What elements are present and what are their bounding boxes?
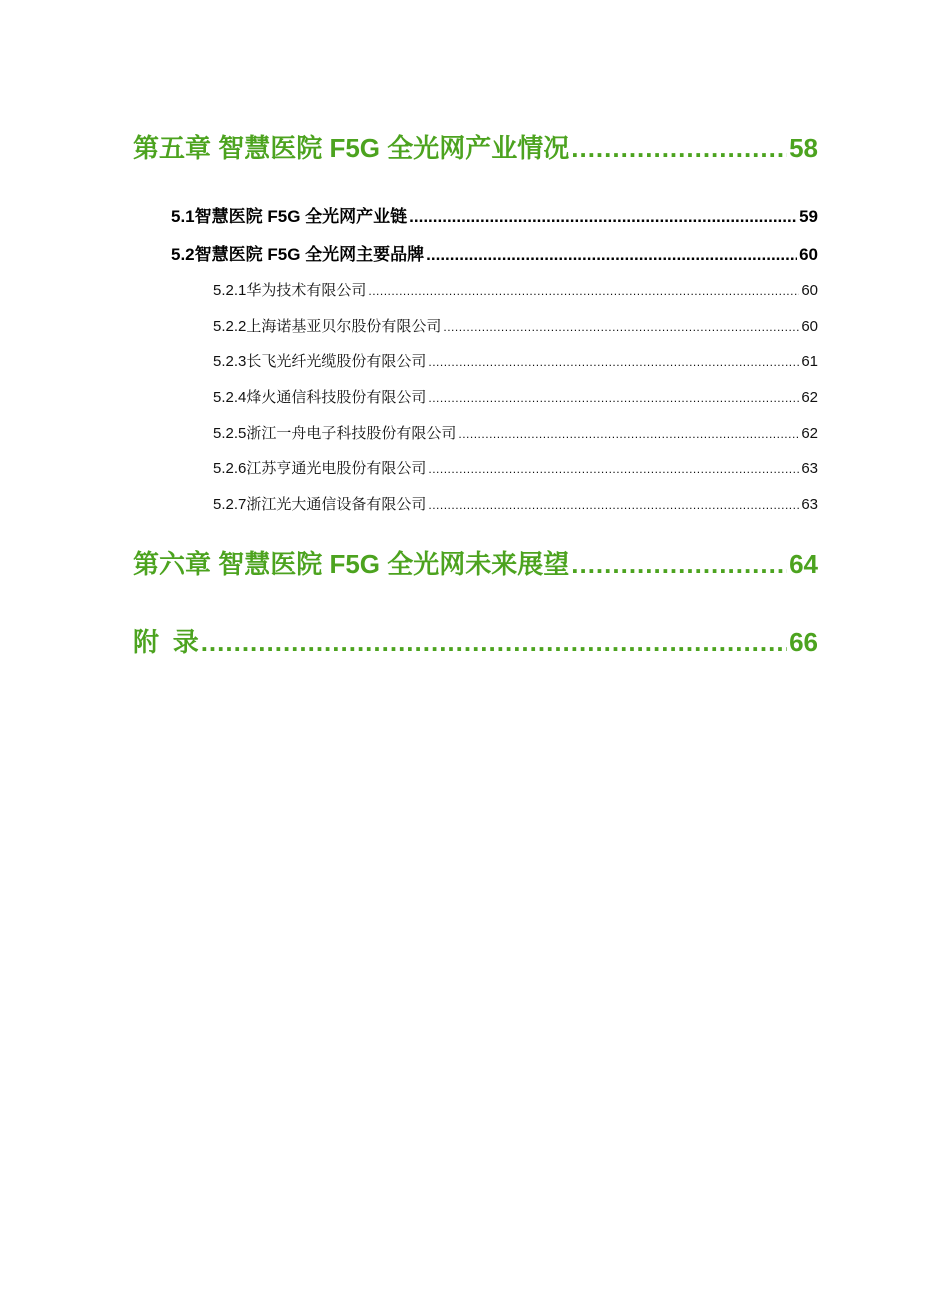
toc-appendix-title-b: 录 bbox=[172, 627, 199, 657]
toc-subsection-number: 5.2.5 bbox=[213, 425, 247, 442]
toc-appendix-page: 66 bbox=[789, 627, 818, 657]
toc-subsection-5-2-5[interactable] bbox=[213, 422, 818, 443]
toc-subsection-number: 5.2.1 bbox=[213, 282, 247, 299]
toc-appendix-title-a: 附 bbox=[133, 627, 160, 657]
toc-subsection-page: 63 bbox=[801, 460, 818, 477]
toc-subsection-5-2-1[interactable] bbox=[213, 279, 818, 300]
toc-dot-leader bbox=[428, 355, 799, 369]
toc-section-number: 5.1 bbox=[171, 207, 195, 226]
toc-chapter-5-page: 58 bbox=[789, 133, 818, 163]
toc-dot-leader bbox=[409, 207, 797, 227]
toc-dot-leader bbox=[201, 627, 787, 658]
toc-dot-leader bbox=[428, 498, 799, 512]
toc-subsection-5-2-2[interactable] bbox=[213, 315, 818, 336]
toc-section-title: 智慧医院 F5G 全光网产业链 bbox=[194, 207, 408, 226]
toc-dot-leader bbox=[443, 320, 799, 334]
toc-dot-leader bbox=[426, 245, 797, 265]
toc-section-page: 60 bbox=[799, 245, 818, 264]
toc-chapter-6[interactable] bbox=[133, 544, 818, 581]
toc-subsection-page: 61 bbox=[801, 353, 818, 370]
toc-subsection-title: 上海诺基亚贝尔股份有限公司 bbox=[246, 318, 442, 335]
toc-chapter-5[interactable] bbox=[133, 128, 818, 165]
toc-subsection-5-2-3[interactable] bbox=[213, 350, 818, 371]
toc-subsection-title: 浙江一舟电子科技股份有限公司 bbox=[246, 425, 457, 442]
toc-subsection-title: 烽火通信科技股份有限公司 bbox=[246, 389, 427, 406]
toc-section-5-1[interactable] bbox=[171, 202, 818, 227]
toc-subsection-5-2-6[interactable] bbox=[213, 457, 818, 478]
toc-section-5-2[interactable] bbox=[171, 240, 818, 265]
toc-section-title: 智慧医院 F5G 全光网主要品牌 bbox=[194, 245, 425, 264]
toc-subsection-5-2-4[interactable] bbox=[213, 386, 818, 407]
toc-subsection-title: 华为技术有限公司 bbox=[246, 282, 367, 299]
toc-subsection-page: 62 bbox=[801, 425, 818, 442]
toc-subsection-page: 60 bbox=[801, 318, 818, 335]
toc-subsection-page: 62 bbox=[801, 389, 818, 406]
toc-dot-leader bbox=[571, 549, 787, 580]
toc-dot-leader bbox=[428, 462, 799, 476]
toc-subsection-number: 5.2.7 bbox=[213, 496, 247, 513]
toc-subsection-page: 60 bbox=[801, 282, 818, 299]
toc-dot-leader bbox=[571, 133, 787, 164]
toc-dot-leader bbox=[368, 284, 799, 298]
toc-section-number: 5.2 bbox=[171, 245, 195, 264]
toc-dot-leader bbox=[428, 391, 799, 405]
toc-subsection-number: 5.2.3 bbox=[213, 353, 247, 370]
toc-chapter-6-title: 第六章 智慧医院 F5G 全光网未来展望 bbox=[133, 549, 570, 579]
toc-subsection-number: 5.2.6 bbox=[213, 460, 247, 477]
toc-subsection-title: 长飞光纤光缆股份有限公司 bbox=[246, 353, 427, 370]
toc-appendix[interactable] bbox=[133, 622, 818, 659]
toc-subsection-number: 5.2.4 bbox=[213, 389, 247, 406]
toc-section-page: 59 bbox=[799, 207, 818, 226]
toc-subsection-title: 江苏亨通光电股份有限公司 bbox=[246, 460, 427, 477]
toc-subsection-5-2-7[interactable] bbox=[213, 493, 818, 514]
toc-subsection-page: 63 bbox=[801, 496, 818, 513]
toc-subsection-title: 浙江光大通信设备有限公司 bbox=[246, 496, 427, 513]
toc-subsection-number: 5.2.2 bbox=[213, 318, 247, 335]
toc-chapter-6-page: 64 bbox=[789, 549, 818, 579]
toc-chapter-5-title: 第五章 智慧医院 F5G 全光网产业情况 bbox=[133, 133, 570, 163]
toc-dot-leader bbox=[458, 427, 799, 441]
